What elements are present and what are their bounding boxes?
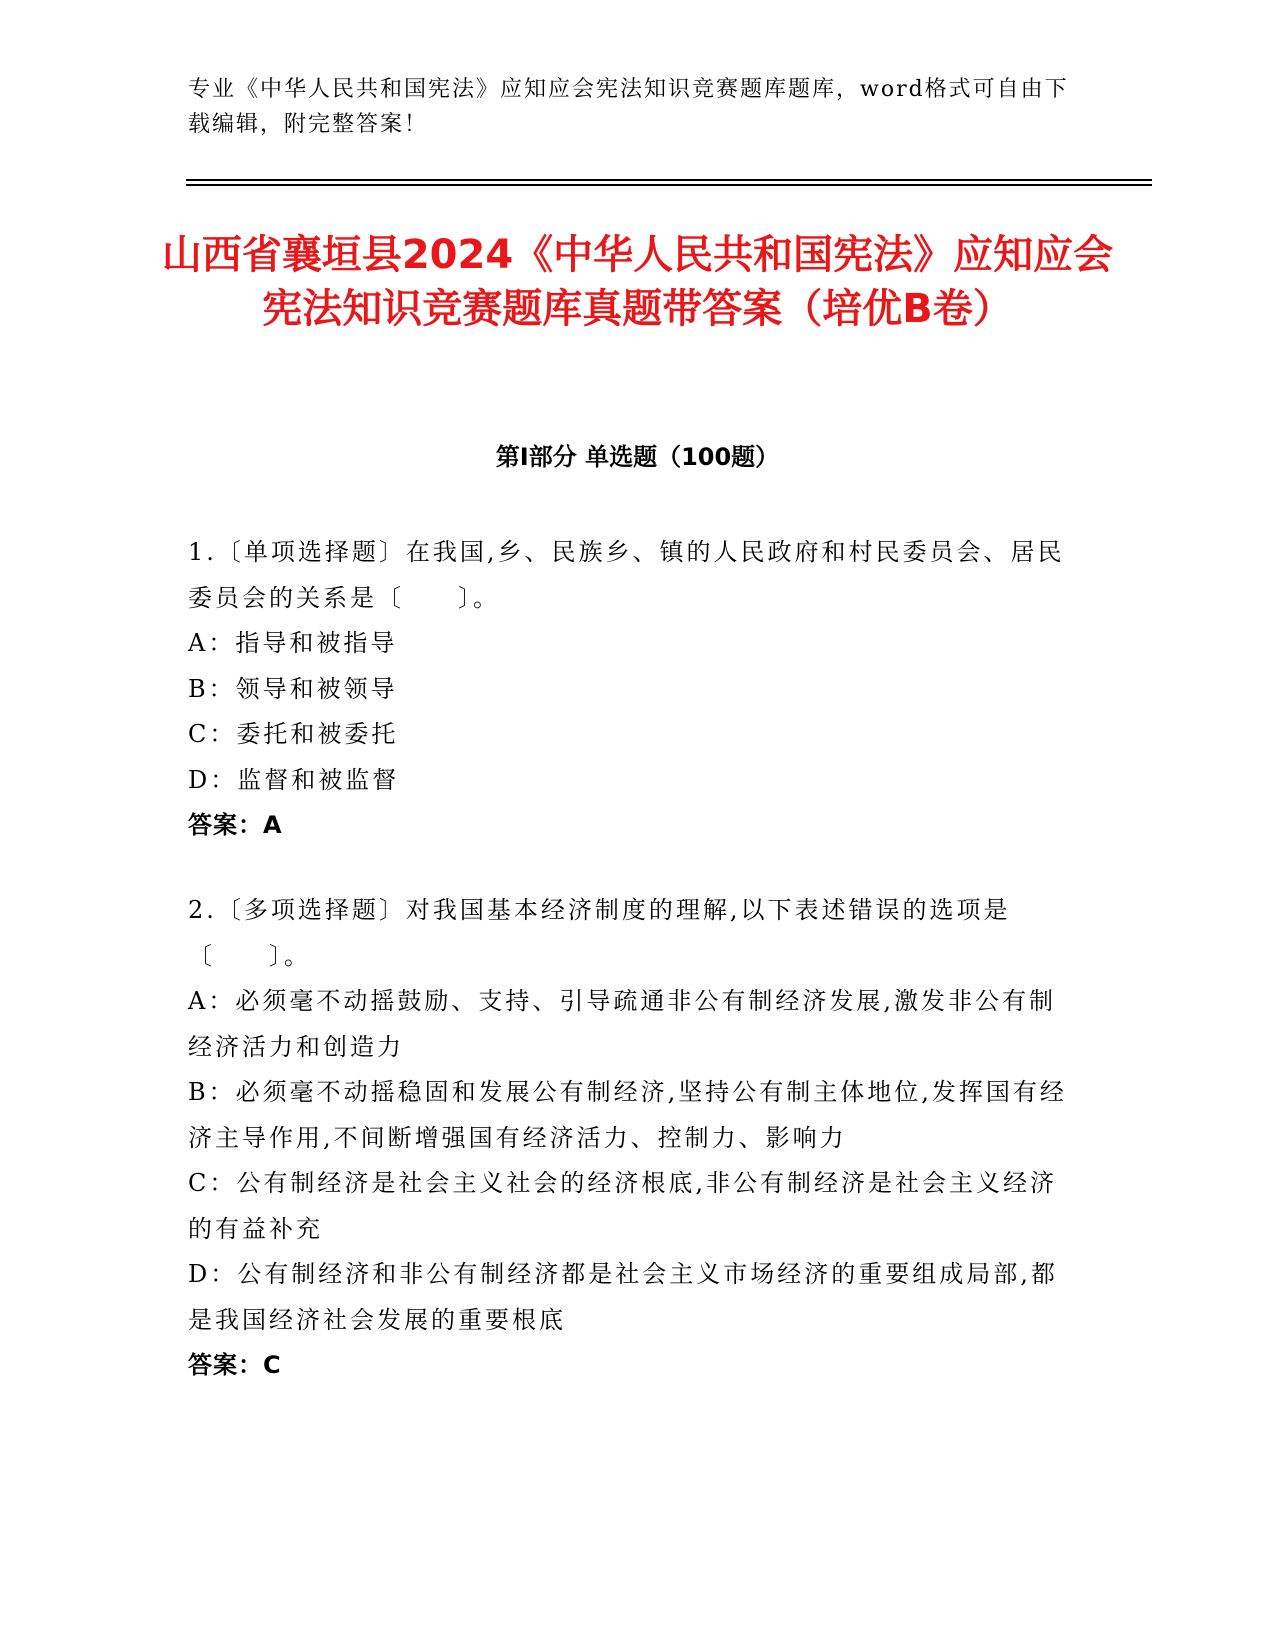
- option-b: B：领导和被领导: [188, 674, 398, 703]
- header-note: 专业《中华人民共和国宪法》应知应会宪法知识竞赛题库题库，word格式可自由下载编辑，附完整答案！: [188, 77, 1069, 137]
- option-b: B：必须毫不动摇稳固和发展公有制经济,坚持公有制主体地位,发挥国有经济主导作用,不间断增强国有经济活力、控制力、影响力: [188, 1078, 1067, 1152]
- option-c: C：公有制经济是社会主义社会的经济根底,非公有制经济是社会主义经济的有益补充: [188, 1169, 1057, 1243]
- header-divider-line: [186, 179, 1152, 181]
- option-d: D：公有制经济和非公有制经济都是社会主义市场经济的重要组成局部,都是我国经济社会发展的重要根底: [188, 1260, 1058, 1334]
- header-divider-line-secondary: [186, 184, 1152, 186]
- question-stem: 1.〔单项选择题〕在我国,乡、民族乡、镇的人民政府和村民委员会、居民委员会的关系是〔 〕。: [188, 538, 1065, 612]
- question-2: [188, 888, 1078, 1389]
- question-1: [188, 530, 1078, 849]
- question-stem: 2.〔多项选择题〕对我国基本经济制度的理解,以下表述错误的选项是〔 〕。: [188, 896, 1011, 970]
- option-d: D：监督和被监督: [188, 765, 400, 794]
- section-heading: 第I部分 单选题（100题）: [495, 443, 780, 471]
- option-a: A：必须毫不动摇鼓励、支持、引导疏通非公有制经济发展,激发非公有制经济活力和创造力: [188, 987, 1056, 1061]
- document-title: 山西省襄垣县2024《中华人民共和国宪法》应知应会宪法知识竞赛题库真题带答案（培优B卷）: [161, 232, 1114, 332]
- option-c: C：委托和被委托: [188, 720, 399, 748]
- answer: 答案：A: [188, 811, 283, 839]
- answer: 答案：C: [188, 1351, 282, 1379]
- option-a: A：指导和被指导: [188, 629, 398, 657]
